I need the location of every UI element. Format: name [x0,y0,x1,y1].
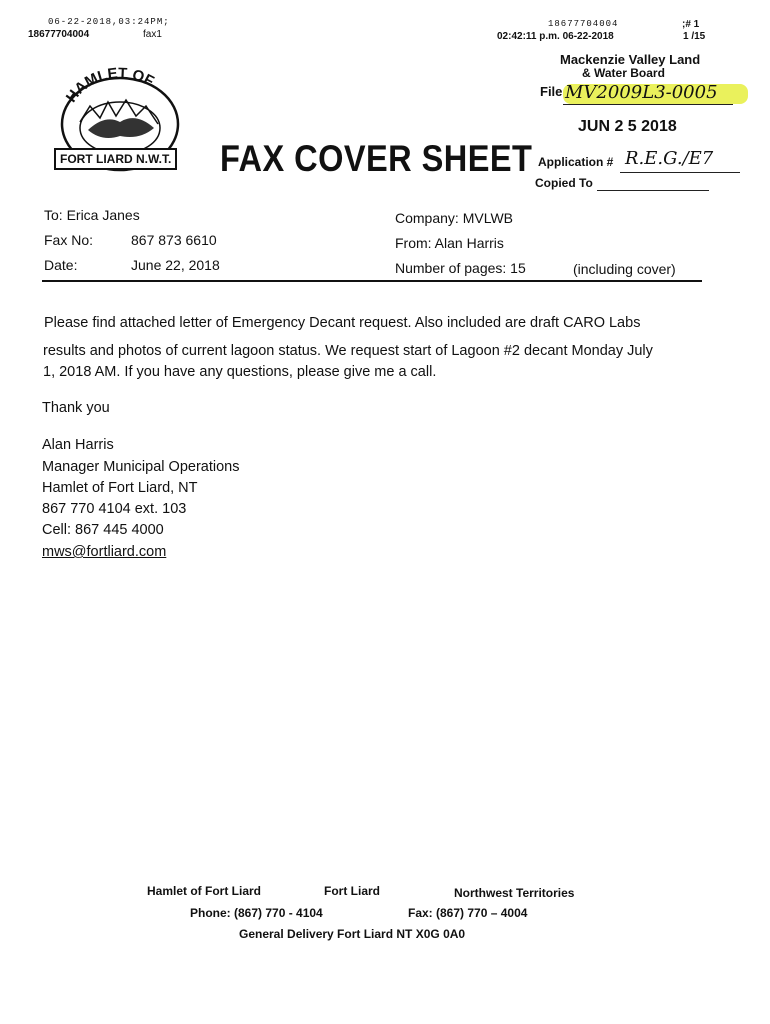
fax-value: 867 873 6610 [131,232,217,248]
pages-field: Number of pages: 15 [395,260,526,276]
fax-header-mid-number: 18677704004 [548,19,619,29]
thank-you: Thank you [42,400,110,416]
from-field: From: Alan Harris [395,235,504,251]
footer-territory: Northwest Territories [454,886,575,900]
fax-header-page-top: ;# 1 [682,19,700,30]
header-divider [42,280,702,282]
logo-arc-text: HAMLET OF [62,66,157,106]
fax-header-label: fax1 [143,29,162,40]
stamp-copied-underline [597,190,709,191]
page-title: FAX COVER SHEET [220,138,533,179]
signature-org: Hamlet of Fort Liard, NT [42,480,198,496]
fax-header-stamp: 06-22-2018,03:24PM; [48,17,170,27]
signature-name: Alan Harris [42,437,114,453]
to-field: To: Erica Janes [44,207,140,223]
signature-title: Manager Municipal Operations [42,459,240,475]
fax-header-page-info: 1 /15 [683,31,706,42]
signature-cell: Cell: 867 445 4000 [42,522,164,538]
stamp-file-handwritten: MV2009L3-0005 [565,82,718,103]
stamp-application-handwritten: R.E.G./E7 [625,148,714,169]
date-label: Date: [44,257,78,273]
fax-header-time-date: 02:42:11 p.m. 06-22-2018 [497,31,614,42]
fax-label: Fax No: [44,232,94,248]
footer-org: Hamlet of Fort Liard [147,884,262,898]
stamp-copied-label: Copied To [535,176,593,190]
stamp-org-line2: & Water Board [582,66,665,80]
footer-fax: Fax: (867) 770 – 4004 [408,906,528,920]
footer-address: General Delivery Fort Liard NT X0G 0A0 [239,927,466,941]
body-line-3: 1, 2018 AM. If you have any questions, please give me a call. [43,364,437,380]
fax-header-number: 18677704004 [28,29,90,40]
company-field: Company: MVLWB [395,210,513,226]
body-line-2: results and photos of current lagoon status. We request start of Lagoon #2 decant Monday July [43,343,653,359]
stamp-application-label: Application # [538,155,614,169]
including-cover: (including cover) [573,261,676,277]
stamp-file-underline [563,104,733,105]
logo-banner: FORT LIARD N.W.T. [54,148,177,170]
stamp-date: JUN 2 5 2018 [578,118,677,135]
svg-text:HAMLET OF [63,66,157,106]
footer-place: Fort Liard [324,884,380,898]
stamp-application-underline [620,172,740,173]
stamp-file-label: File [540,84,563,99]
footer-phone: Phone: (867) 770 - 4104 [190,906,323,920]
date-value: June 22, 2018 [131,257,220,273]
stamp-org-line1: Mackenzie Valley Land [560,52,701,67]
email-link[interactable]: mws@fortliard.com [42,544,167,560]
signature-phone: 867 770 4104 ext. 103 [42,501,187,517]
body-line-1: Please find attached letter of Emergency Decant request. Also included are draft CARO Labs [44,315,641,331]
